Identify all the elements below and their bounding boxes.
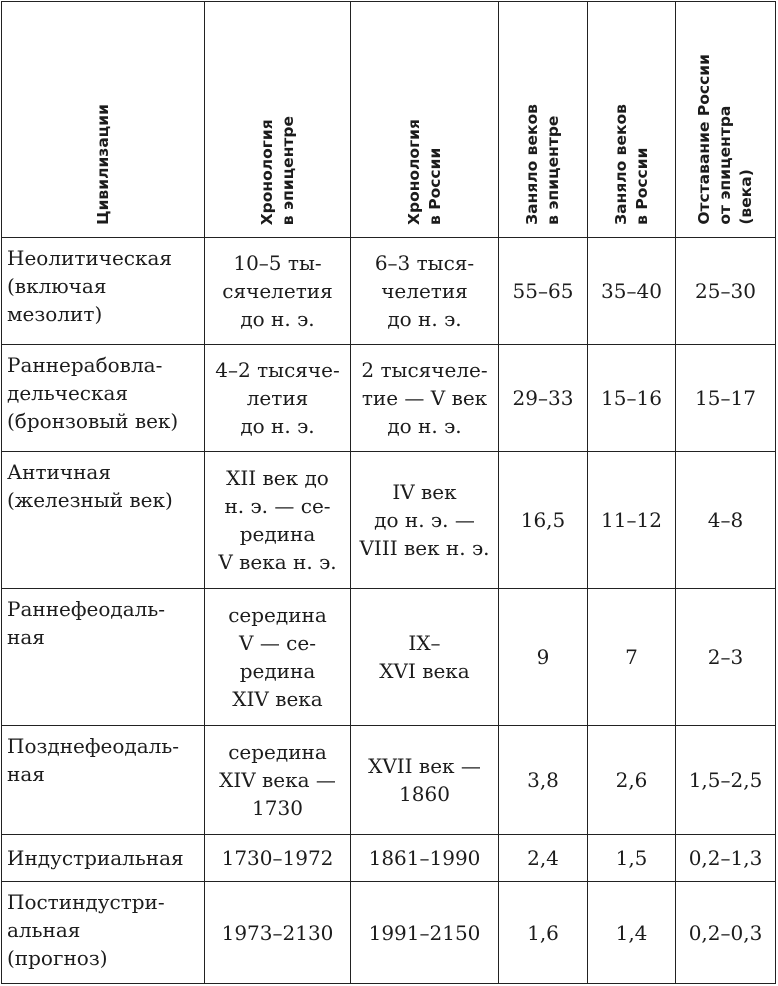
table-cell: 15–16: [588, 345, 676, 452]
table-cell: 1,4: [588, 882, 676, 984]
header-label: Цивилизации: [93, 104, 112, 225]
table-cell: 2,4: [499, 835, 588, 882]
table-cell: IX– XVI века: [351, 589, 499, 726]
table-cell: 3,8: [499, 726, 588, 835]
table-cell: 1991–2150: [351, 882, 499, 984]
table-cell: 1,5: [588, 835, 676, 882]
table-row: [2, 589, 776, 726]
header-cell: [588, 2, 676, 238]
table-cell: XII век до н. э. — се- редина V века н. э.: [205, 452, 351, 589]
civilization-name-cell: Позднефеодаль- ная: [2, 726, 205, 835]
table-cell: 7: [588, 589, 676, 726]
table-row: [2, 452, 776, 589]
civilizations-table: [1, 1, 776, 984]
table-cell: 16,5: [499, 452, 588, 589]
table-cell: IV век до н. э. — VIII век н. э.: [351, 452, 499, 589]
table-cell: середина XIV века — 1730: [205, 726, 351, 835]
table-cell: 2–3: [676, 589, 776, 726]
civilization-name-cell: Неолитическая (включая мезолит): [2, 238, 205, 345]
civilization-name-cell: Раннерабовла- дельческая (бронзовый век): [2, 345, 205, 452]
table-cell: 0,2–1,3: [676, 835, 776, 882]
header-cell: [676, 2, 776, 238]
header-label: Хронология в эпицентре: [257, 115, 297, 225]
header-cell: [205, 2, 351, 238]
table-cell: 1,6: [499, 882, 588, 984]
table-cell: 1861–1990: [351, 835, 499, 882]
header-cell: [499, 2, 588, 238]
table-cell: XVII век — 1860: [351, 726, 499, 835]
table-cell: 4–2 тысяче- летия до н. э.: [205, 345, 351, 452]
header-label: Заняло веков в России: [611, 104, 651, 225]
table-row: [2, 345, 776, 452]
table-cell: 11–12: [588, 452, 676, 589]
table-cell: середина V — се- редина XIV века: [205, 589, 351, 726]
table-cell: 10–5 ты- сячелетия до н. э.: [205, 238, 351, 345]
table-cell: 0,2–0,3: [676, 882, 776, 984]
table-cell: 29–33: [499, 345, 588, 452]
table-cell: 9: [499, 589, 588, 726]
header-label: Заняло веков в эпицентре: [523, 104, 562, 225]
table-cell: 6–3 тыся- челетия до н. э.: [351, 238, 499, 345]
table-cell: 35–40: [588, 238, 676, 345]
civilization-name-cell: Раннефеодаль- ная: [2, 589, 205, 726]
table-cell: 1,5–2,5: [676, 726, 776, 835]
table-cell: 55–65: [499, 238, 588, 345]
civilization-name-cell: Постиндустри- альная (прогноз): [2, 882, 205, 984]
table-row: [2, 238, 776, 345]
table-cell: 2,6: [588, 726, 676, 835]
table-cell: 2 тысячеле- тие — V век до н. э.: [351, 345, 499, 452]
table-row: [2, 882, 776, 984]
header-cell: [2, 2, 205, 238]
table-cell: 1730–1972: [205, 835, 351, 882]
table-row: [2, 726, 776, 835]
header-label: Отставание России от эпицентра (века): [695, 54, 755, 225]
civilization-name-cell: Античная (железный век): [2, 452, 205, 589]
table-cell: 25–30: [676, 238, 776, 345]
table-cell: 15–17: [676, 345, 776, 452]
table-row: [2, 835, 776, 882]
header-row: [2, 2, 776, 238]
civilization-name-cell: Индустриальная: [2, 835, 205, 882]
header-cell: [351, 2, 499, 238]
table-cell: 1973–2130: [205, 882, 351, 984]
header-label: Хронология в России: [404, 119, 444, 225]
table-cell: 4–8: [676, 452, 776, 589]
